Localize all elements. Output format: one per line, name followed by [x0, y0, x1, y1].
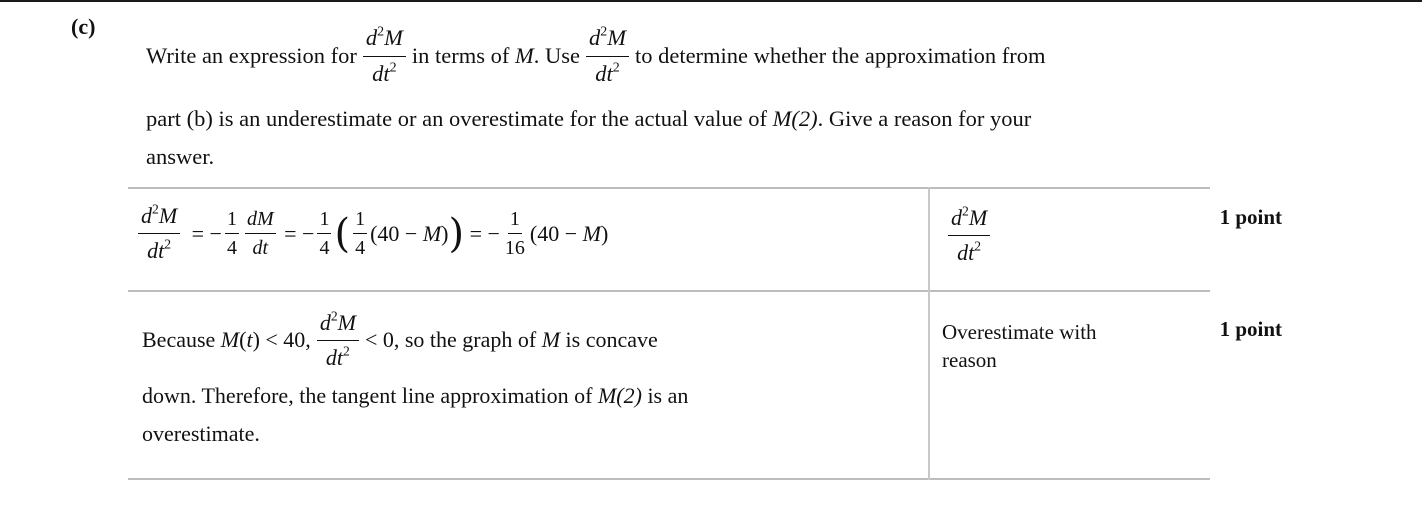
second-derivative-fraction: $\frac{d^2M}{dt^2}$ [363, 27, 406, 85]
question-prompt [146, 10, 1416, 174]
prompt-line-2: part (b) is an underestimate or an overestimate for the actual value of M(2). Give a reason for your [146, 106, 1032, 131]
table-rule [128, 290, 1210, 292]
points-row-2: 1 point [1219, 317, 1282, 341]
prompt-line-3: answer. [146, 144, 215, 169]
top-rule [0, 0, 1422, 2]
row1-equation: $\frac{d^2M}{dt^2}$ = − $\frac{1}{4}$ $\frac{dM}{dt}$ = − $\frac{1}{4}$ ( $\frac{1}{4}$ (40 − M) ) = − $\frac{1}{16}$ (40 − M) [138, 205, 608, 262]
part-label: (c) [71, 14, 96, 39]
points-row-1: 1 point [1219, 205, 1282, 229]
row2-explanation: Because M (t) < 40, $\frac{d^2M}{dt^2}$ < 0, so the graph of M is concave down. Therefore, the tangent line approximation of M(2) is an overestimate. [142, 307, 689, 446]
table-rule [128, 478, 1210, 480]
column-divider [928, 187, 930, 480]
second-derivative-fraction: $\frac{d^2M}{dt^2}$ [586, 27, 629, 85]
rubric-item-1: $\frac{d^2M}{dt^2}$ [948, 207, 996, 264]
table-rule [128, 187, 1210, 189]
prompt-line-1: Write an expression for $\frac{d^2M}{dt^2}$ in terms of M . Use $\frac{d^2M}{dt^2}$ to determine whether the approximation from [146, 24, 1046, 86]
rubric-item-2: Overestimate with reason [942, 320, 1097, 372]
